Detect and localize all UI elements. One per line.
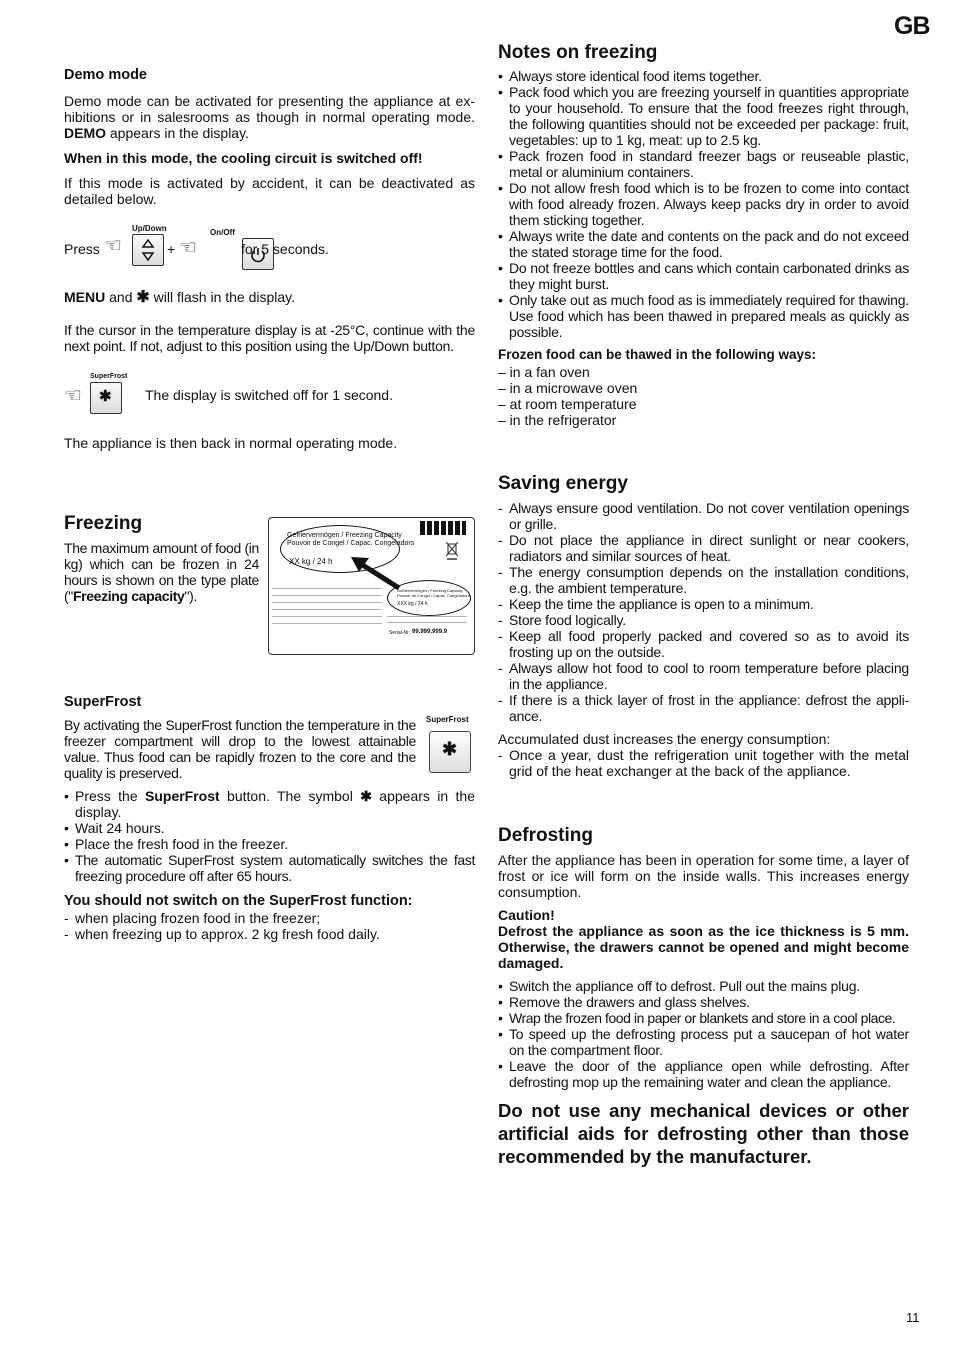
notes-item-3: • Pack frozen food in standard freezer bags or reuseable plastic, metal or aluminium containers. bbox=[498, 148, 909, 180]
demo-warning: When in this mode, the cooling circuit is switched off! bbox=[64, 150, 423, 166]
menu-flash-line: MENU and ✱ will flash in the display. bbox=[64, 289, 296, 306]
superfrost-step-1: • Press the SuperFrost button. The symbol ✱ appears in the display. bbox=[64, 788, 475, 820]
for-five-seconds: for 5 seconds. bbox=[241, 241, 329, 257]
superfrost-step-3: • Place the fresh food in the freezer. bbox=[64, 836, 475, 852]
saving-heading: Saving energy bbox=[498, 473, 628, 494]
defrosting-intro: After the appliance has been in operation for some time, a layer of frost or ice will form on the inside walls. This increases energy consumption. bbox=[498, 852, 909, 900]
dust-item-1: - Once a year, dust the refrigeration unit together with the metal grid of the heat exchanger at the back of the appliance. bbox=[498, 747, 909, 779]
saving-item-6: - Keep all food properly packed and covered so as to avoid its frosting up on the outside. bbox=[498, 628, 909, 660]
superfrost-small-label: SuperFrost bbox=[90, 373, 128, 380]
saving-item-5: - Store food logically. bbox=[498, 612, 909, 628]
crossed-bin-icon bbox=[445, 540, 459, 560]
language-badge: GB bbox=[894, 12, 930, 40]
callout-line-1: Gefriervermögen / Freezing Capacity bbox=[287, 532, 402, 539]
superfrost-dont-heading: You should not switch on the SuperFrost function: bbox=[64, 893, 413, 909]
left-column bbox=[64, 66, 475, 207]
serial-value: 99.999.999.9 bbox=[412, 629, 448, 635]
barcode bbox=[420, 521, 466, 535]
defrost-item-4: • To speed up the defrosting process put a saucepan of hot water on the compartment floor. bbox=[498, 1026, 909, 1058]
saving-item-4: - Keep the time the appliance is open to a minimum. bbox=[498, 596, 909, 612]
demo-deactivate: If this mode is activated by accident, it can be deactivated as detailed below. bbox=[64, 175, 475, 207]
pointing-hand-icon-2: ☜ bbox=[179, 237, 197, 259]
notes-item-7: • Only take out as much food as is immediately required for thawing. Use food which has been thawed in prepared meals as quickly as possible. bbox=[498, 292, 909, 340]
freezing-heading: Freezing bbox=[64, 513, 143, 534]
small-callout-line-1: Gefriervermögen / Freezing Capacity bbox=[397, 588, 463, 593]
superfrost-icon-label: SuperFrost bbox=[426, 715, 469, 724]
pointing-hand-icon-3: ☜ bbox=[64, 385, 82, 407]
superfrost-steps bbox=[64, 788, 475, 884]
callout-value: XX kg / 24 h bbox=[289, 557, 333, 566]
notes-item-5: • Always write the date and contents on the pack and do not exceed the stated storage time for the food. bbox=[498, 228, 909, 260]
dont-item-1: - when placing frozen food in the freezer; bbox=[64, 910, 475, 926]
snowflake-icon: ✱ bbox=[136, 289, 150, 306]
defrost-item-5: • Leave the door of the appliance open while defrosting. After defrosting mop up the remaining water and clean the appliance. bbox=[498, 1058, 909, 1090]
notes-item-2: • Pack food which you are freezing yourself in quantities appropriate to your household. To ensure that the food freezes right through, the following quantities should not be exceeded per package: fruit, vegetables: up to 1 kg, meat: up to 2.5 kg. bbox=[498, 84, 909, 148]
normal-mode-text: The appliance is then back in normal operating mode. bbox=[64, 435, 398, 451]
superfrost-step-4: • The automatic SuperFrost system automatically switches the fast freezing procedure off after 65 hours. bbox=[64, 852, 475, 884]
up-down-arrows-icon bbox=[133, 235, 163, 265]
notes-heading: Notes on freezing bbox=[498, 42, 658, 63]
superfrost-step bbox=[62, 370, 475, 418]
snowflake-icon-3: ✱ bbox=[442, 739, 458, 759]
freezing-text: The maximum amount of food (in kg) which can be frozen in 24 hours is shown on the type plate ("Freezing capacity"). bbox=[64, 540, 259, 604]
thaw-item-3: – at room temperature bbox=[498, 396, 637, 412]
thaw-item-2: – in a microwave oven bbox=[498, 380, 638, 396]
small-callout-line-2: Pouvoir de Congel / Capac. Congeladors bbox=[397, 593, 470, 598]
notes-item-6: • Do not freeze bottles and cans which contain carbonated drinks as they might burst. bbox=[498, 260, 909, 292]
dust-list bbox=[498, 747, 909, 779]
plate-right-lines bbox=[387, 616, 467, 628]
small-callout-value: XXX kg / 24 h bbox=[397, 601, 428, 607]
defrosting-list bbox=[498, 978, 909, 1090]
callout-line-2: Pouvoir de Congel / Capac. Congeladors bbox=[287, 540, 415, 547]
pointing-hand-icon: ☜ bbox=[104, 235, 122, 257]
superfrost-heading: SuperFrost bbox=[64, 694, 142, 710]
caution-text: Defrost the appliance as soon as the ice thickness is 5 mm. Otherwise, the drawers cannot be opened and might become damaged. bbox=[498, 923, 909, 971]
dont-item-2: - when freezing up to approx. 2 kg fresh food daily. bbox=[64, 926, 475, 942]
dust-text: Accumulated dust increases the energy consumption: bbox=[498, 731, 831, 747]
menu-word: MENU bbox=[64, 289, 106, 305]
cursor-instruction: If the cursor in the temperature display is at -25°C, continue with the next point. If not, adjust to this position using the Up/Down button. bbox=[64, 322, 475, 354]
superfrost-button-graphic bbox=[429, 731, 471, 773]
defrost-item-1: • Switch the appliance off to defrost. Pull out the mains plug. bbox=[498, 978, 909, 994]
serial-label: Serial-Nr. bbox=[389, 630, 410, 636]
page-number: 11 bbox=[906, 1310, 920, 1325]
thaw-list bbox=[498, 364, 909, 428]
onoff-label: On/Off bbox=[210, 228, 235, 237]
defrosting-heading: Defrosting bbox=[498, 825, 593, 846]
caution-title: Caution! bbox=[498, 907, 555, 923]
demo-intro: Demo mode can be activated for presenting the appliance at ex-hibitions or in salesrooms as though in normal operating mode. DEMO appears in the display. bbox=[64, 93, 475, 141]
saving-item-2: - Do not place the appliance in direct sunlight or near cookers, radiators and similar sources of heat. bbox=[498, 532, 909, 564]
display-off-text: The display is switched off for 1 second. bbox=[145, 387, 393, 403]
snowflake-icon-2: ✱ bbox=[99, 388, 112, 405]
superfrost-button-icon bbox=[90, 382, 122, 414]
saving-item-3: - The energy consumption depends on the installation conditions, e.g. the ambient temperature. bbox=[498, 564, 909, 596]
defrost-item-2: • Remove the drawers and glass shelves. bbox=[498, 994, 909, 1010]
thaw-heading: Frozen food can be thawed in the following ways: bbox=[498, 347, 817, 362]
press-label: Press bbox=[64, 241, 100, 257]
updown-label: Up/Down bbox=[132, 224, 167, 233]
notes-item-4: • Do not allow fresh food which is to be frozen to come into contact with food already frozen. Always keep packs dry in order to avoid them sticking together. bbox=[498, 180, 909, 228]
demo-word: DEMO bbox=[64, 125, 106, 141]
updown-button bbox=[132, 234, 164, 266]
superfrost-step-2: • Wait 24 hours. bbox=[64, 820, 475, 836]
notes-item-1: • Always store identical food items together. bbox=[498, 68, 909, 84]
notes-list bbox=[498, 68, 909, 340]
saving-item-8: - If there is a thick layer of frost in the appliance: defrost the appli-ance. bbox=[498, 692, 909, 724]
press-buttons-row bbox=[64, 222, 364, 270]
saving-list bbox=[498, 500, 909, 724]
demo-mode-heading: Demo mode bbox=[64, 67, 147, 83]
defrosting-warning: Do not use any mechanical devices or other artificial aids for defrosting other than those recommended by the manufacturer. bbox=[498, 1100, 909, 1167]
saving-item-1: - Always ensure good ventilation. Do not cover ventilation openings or grille. bbox=[498, 500, 909, 532]
type-plate-illustration bbox=[268, 517, 475, 655]
plate-table-lines bbox=[272, 588, 382, 630]
defrost-item-3: • Wrap the frozen food in paper or blankets and store in a cool place. bbox=[498, 1010, 909, 1026]
saving-item-7: - Always allow hot food to cool to room temperature before placing in the appliance. bbox=[498, 660, 909, 692]
snowflake-icon-4: ✱ bbox=[360, 788, 372, 804]
superfrost-dont-list bbox=[64, 910, 475, 942]
plus-sign: + bbox=[167, 241, 176, 257]
capacity-small-callout bbox=[387, 580, 471, 616]
thaw-item-1: – in a fan oven bbox=[498, 364, 590, 380]
thaw-item-4: – in the refrigerator bbox=[498, 412, 617, 428]
superfrost-intro: By activating the SuperFrost function the temperature in the freezer compartment will drop to the lowest attainable value. Thus food can be rapidly frozen to the core and the quality is preserved. bbox=[64, 717, 416, 781]
